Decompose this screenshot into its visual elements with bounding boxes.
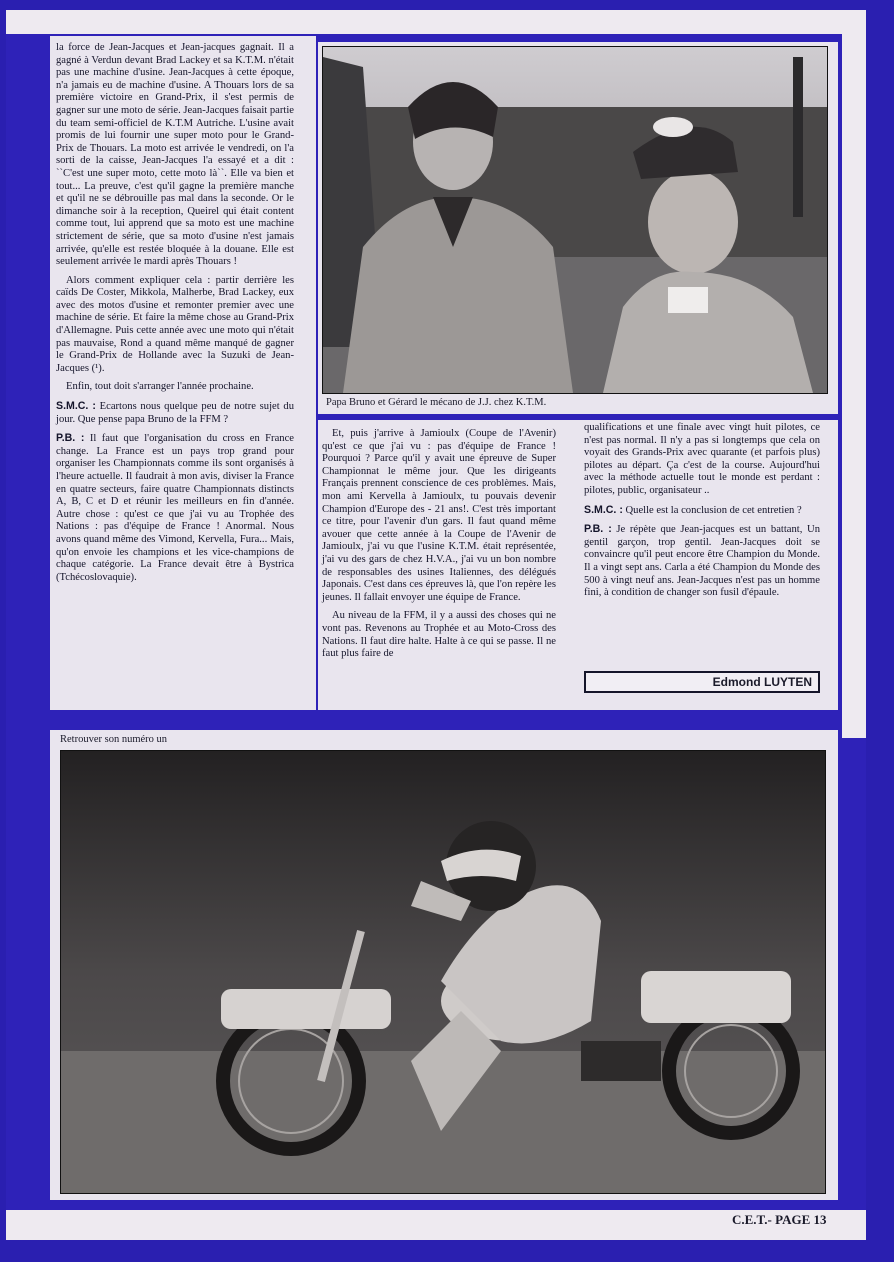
photo-top-caption: Papa Bruno et Gérard le mécano de J.J. chez K.T.M. xyxy=(326,397,547,408)
speaker-label: S.M.C. : xyxy=(584,503,623,516)
answer-text: Je répète que Jean-jacques est un battant, Un gentil garçon, trop gentil. Jean-Jacques doit se convaincre qu'il peut encore être Champion du Monde. Il a vingt sept ans. Carla a été Champion du Monde des 500 à vingt neuf ans. Jean-Jacques n'est pas un homme fini, à condition de changer son fusil d'épaule. xyxy=(584,524,820,599)
photo-illustration xyxy=(61,751,825,1193)
interview-question xyxy=(584,504,820,518)
paragraph: Au niveau de la FFM, il y a aussi des choses qui ne vont pas. Revenons au Trophée et au Moto-Cross des Nations. Il faut dire halte. Halte à ce qui se passe. Il ne faut plus faire de xyxy=(322,610,556,660)
paragraph: Et, puis j'arrive à Jamioulx (Coupe de l'Avenir) qu'est ce que j'ai vu : pas d'équipe de France ! Pourquoi ? Parce qu'il y avait une épreuve de Super Championnat le même jour. Que les dirigeants Français prennent conscience de ces problèmes. Mais, mon ami Kervella à Jamioulx, tu pouvais devenir Champion d'Europe des - 21 ans!. C'est très important ce titre, pour l'avenir d'un gars. Il faut quand même avouer que cette année à la Coupe de l'Avenir de Jamioulx, j'ai vu que l'usine K.T.M. était représentée, j'ai vu des gars de chez H.V.A., j'ai vu un bon nombre de responsables des usines Italiennes, des délégués Japonais. C'est dans ces épreuves là, que l'on repère les jeunes. Il fallait envoyer une équipe de France. xyxy=(322,428,556,603)
interview-answer xyxy=(56,432,294,584)
speaker-label: S.M.C. : xyxy=(56,400,96,413)
right-border xyxy=(866,0,894,1262)
paragraph: Alors comment expliquer cela : partir derrière les caïds De Coster, Mikkola, Malherbe, Brad Lackey, eux avec des motos d'usine et remonter premier avec une machine de série. Et faire la même chose au Grand-Prix d'Allemagne. Puis cette année avec une moto qui n'était pas mauvaise, Rond a quand même manqué de gagner le Grand-Prix de Hollande avec la Suzuki de Jean-Jacques (¹). xyxy=(56,274,294,374)
photo-illustration xyxy=(323,47,827,393)
question-text: Ecartons nous quelque peu de notre sujet du jour. Que pense papa Bruno de la FFM ? xyxy=(56,401,294,425)
question-text: Quelle est la conclusion de cet entretien ? xyxy=(622,504,802,516)
answer-text: Il faut que l'organisation du cross en France change. La France est un pays trop grand pour organiser les Championnats comme ils sont organisés à l'heure actuelle. Il faudrait à mon avis, diviser la France en quatre secteurs, faire quatre Championnats distincts A, B, C et D et réunir les meilleurs en fin d'année. Autre chose : qu'est ce que j'ai vu au Trophée des Nations : pas d'équipe de France ! Anormal. Nous avons quand même des Vimond, Kervella, Fura... Mais, qu'on envoie les champions et les vice-champions de chaque catégorie. La France devait être à Bystrica (Tchécoslovaquie). xyxy=(56,433,294,583)
article-column-3 xyxy=(584,422,820,606)
interview-answer xyxy=(584,523,820,600)
photo-motocross-rider xyxy=(60,750,826,1194)
photo-bottom-caption: Retrouver son numéro un xyxy=(60,734,168,745)
top-border xyxy=(0,0,894,10)
speaker-label: P.B. : xyxy=(584,523,612,536)
article-column-2 xyxy=(322,428,556,667)
page-number: C.E.T.- PAGE 13 xyxy=(732,1212,827,1227)
paragraph: la force de Jean-Jacques et Jean-jacques gagnait. Il a gagné à Verdun devant Brad Lackey et sa K.T.M. n'était pas une machine d'usine. Jean-Jacques à cette époque, n'a jamais eu de machine d'usine. A Thouars lors de sa première victoire en Grand-Prix, il s'est permis de gagner sur une moto de série. Jean-Jacques faisait partie du team semi-officiel de K.T.M Autriche. L'usine avait promis de lui fournir une super moto pour le Grand-Prix de Thouars. La moto est arrivée le vendredi, on l'a sorti de la caisse, Jean-Jacques l'a essayé et a dit : ``C'est une super moto, cette moto là``. Elle va bien et tout... La preuve, c'est qu'il gagne la première manche et qu'il ne se débrouille pas mal dans la seconde. Or le dimanche soir à la reception, Queirel qui était content comme tout, lui apprend que sa moto est une machine strictement de série, que sa moto d'usine n'est jamais arrivée, qu'elle est restée bloquée à la douane. Elle est seulement arrivée le mardi après Thouars ! xyxy=(56,42,294,268)
paragraph: qualifications et une finale avec vingt huit pilotes, ce n'est pas normal. Il n'y a pas si longtemps que cela on voyait des Grands-Prix avec quarante (et parfois plus) pilotes au départ. Ça c'est de la course. Aujourd'hui avec la méthode actuelle tout le monde est perdant : pilotes, public, organisateur .. xyxy=(584,422,820,496)
speaker-label: P.B. : xyxy=(56,432,85,445)
photo-bruno-gerard xyxy=(322,46,828,394)
paragraph: Enfin, tout doit s'arranger l'année prochaine. xyxy=(66,381,254,393)
author-signature: Edmond LUYTEN xyxy=(584,671,820,693)
bottom-border xyxy=(0,1240,894,1262)
article-column-1 xyxy=(56,42,294,590)
interview-question xyxy=(56,400,294,426)
